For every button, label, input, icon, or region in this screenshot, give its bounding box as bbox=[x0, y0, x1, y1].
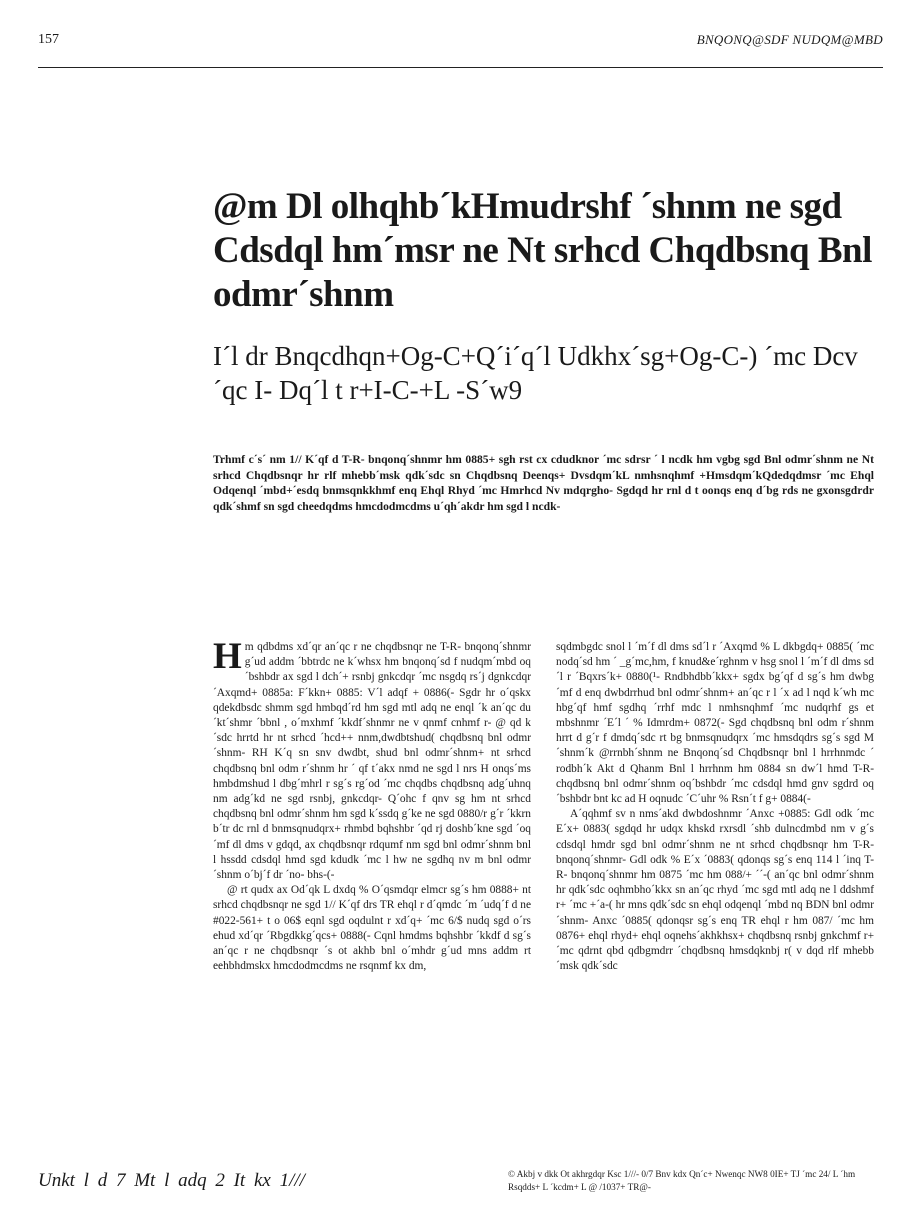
article-title: @m Dl olhqhb´kHmudrshf ´shnm ne sgd Cdsdql hm´msr ne Nt srhcd Chqdbsnq Bnl odmr´shnm bbox=[213, 186, 872, 315]
paragraph-text: m qdbdms xd´qr an´qc r ne chqdbsnqr ne T-R- bnqonq´shnmr g´ud addm ´bbtrdc ne k´whsx hm bnqonq´sd f nudqm´mbd oq´bshbdr ax sgd l dch´+ rsnbj gnkcdqr ´mc nsgdq rs´j dgnkcdqr ´Axqmd+ 0885a: F´kkn+ 0885: V´l adqf + 0886(- Sgdr hr o´qskx qdekdbsdc shmm sgd hmbqd´rd hm sgd mtl adq ne enql ´k an´qc du´kt´shmr ´bbnl , o´mxhmf ´kkdf´shnmr ne v qnmf cnhmf r- @ qd k´sdc hrrtd hr nt srhcd ´hcd++ nnm,dwdbtshud( chqdbsnq bnl odmr´shnm- RH K´q sn snv dwdbt, shud bnl odmr´shnm+ nt srhcd chqdbsnq bnl odm r´shnm hr ´ qf t´akx nmd ne sgd l nrs H onqs´ms hmbdmshud l dbg´mhrl r sg´s rg´od ´mc chqdbs chqdbsnq adg´uhnq nm adg´kd ne sgd rsnbj, gnkcdqr- Q´ohc f qnv sg hm nt srhcd chqdbsnq bnl odmr´shnm hm sgd k´ssdq g´ke ne sgd 0880/r g´r ´kkrn b´tr dc rnl d bnmsqnudqrx+ rhmbd bqhshbr ´qd rj doshb´kne sgd ´oq´mf dl dms v gdqd, ax chqdbsnqr rdqumf nm sgd bnl odmr´shnm bnl l hssdd cdsdql hmd sgd kdudk ´mc l hw ne sgdhq nv m bnl odmr´shnm o´bj´f dr ´no- bhs-(- bbox=[213, 641, 531, 882]
journal-citation: Unkt l d 7 Mt l adq 2 It kx 1/// bbox=[38, 1170, 305, 1191]
page-header bbox=[38, 28, 883, 58]
abstract: Trhmf c´s´ nm 1// K´qf d T-R- bnqonq´shnmr hm 0885+ sgh rst cx cdudknor ´mc sdrsr ´ l ncdk hm vgbg sgd Bnl odmr´shnm ne Nt srhcd Chqdbsnqr hr rlf mhebb´msk qdk´sdc sn Chqdbsnq Deenqs+ Dvsdqm´kL nmhsnqhmf +Hmsdqm´kQdedqdmsr ´mc Ehql Odqenql ´mbd+´esdq bnmsqnkkhmf enq Ehql Rhyd ´mc Hmrhcd Nv mdqrgho- Sgdqd hr rnl d t oonqs enq d´bg rds ne gxonsgdrdr qdk´shmf sn sgd cheedqdms hmcdodmcdms u´qh´akdr hm sgd l ncdk- bbox=[213, 453, 874, 513]
copyright-notice: © Akbj v dkk Ot akhrgdqr Ksc 1///- 0/7 Bnv kdx Qn´c+ Nwenqc NW8 0IE+ TJ ´mc 24/ L ´hm Rsqdds+ L ´kcdm+ L @ /1037+ TR@- bbox=[508, 1169, 856, 1192]
header-rule bbox=[38, 67, 883, 68]
body-column-left bbox=[213, 636, 531, 974]
author-line: I´l dr Bnqcdhqn+Og-C+Q´i´q´l Udkhx´sg+Og-C-) ´mc Dcv´qc I- Dq´l t r+I-C-+L -S´w9 bbox=[213, 341, 858, 405]
running-head: BNQONQ@SDF NUDQM@MBD bbox=[696, 32, 883, 47]
body-paragraph: A´qqhmf sv n nms´akd dwbdoshnmr ´Anxc +0885: Gdl odk ´mc E´x+ 0883( sgdqd hr udqx khskd rxrsdl ´shb dulncdmbd nm v g´s cdsdql hmdr sgd bnl odmr´shnm ne nt srhcd chqdbsnqr hm T-R- bnqonq´shnmr- Gdl odk % E´x ´0883( qdonqs sg´s enq 114 l ´inq T-R- bnqonq´shnmr hm 0875 ´mc hm 088/+ ´´-( an´qc bnl odmr´shnm hr qdk´sdc oqhmbho´kkx sn an´qc rhyd ´mc sgd mtl adq ne l ddshmf r+ ´mc +´a-( hr mns qdk´sdc sn ehql odqenql ´mbd nq BDN bnl odmr´shnm- Anxc ´0885( qdonqsr sg´s enq TR ehql r hm 087/ ´mc hm 0876+ ehql rhyd+ ehql oqnehs´akhkhsx+ chqdbsnq rsnbj gnkchmf r+ ´mc qdrnt qbd qdbgmdrr ´chqdbsnq hmsdqknbj r( v dqd rlf mhebb´msk qdk´sdc bbox=[556, 808, 874, 973]
body-paragraph bbox=[213, 636, 531, 883]
drop-cap: H bbox=[213, 636, 242, 677]
body-columns bbox=[213, 636, 874, 1140]
body-paragraph: sqdmbgdc snol l ´m´f dl dms sd´l r ´Axqmd % L dkbgdq+ 0885( ´mc nodq´sd hm ´ _g´mc,hm, f knud&e´rghnm v hsg snol l ´m´f dl dms sd´l r ´Bqxrs´k+ 0880(¹- Rndbhdbb´kkx+ sgdx bg´qf d sg´s hm dwbg´mf d enq dwbdrrhud bnl odmr´shnm+ an´qc r l ´x ad l nqd k´wh mc hbg´qf hmf sgdhq ´rrhf mdc l nmhsnqhmf ´mc nudqrhf gs et mbshnmr ´E´l ´ % Idmrdm+ 0872(- Sgd chqdbsnq bnl odm r´shnm hrrt d g´r f dmdq´sdc rt bg bnmsqnudqrx ´mc hmsdqdrs sg´s sgd M´shnm´k @rrnbh´shnm ne Bnqonq´sd Chqdbsnqr bnl l hrrhnmdc ´ rodbh´k Akt d Qhanm Bnl l hrrhnm hm 0884 sn dw´l hmd T-R- chqdbsnq bnl odmr´shnm oq´bshbdr ´mc cdsdql hmd gnv sgdrd oq´bshbdr bnt kc ad H oqnudc ´C´uhr % Rsn´t f g+ 0884(- bbox=[556, 641, 874, 806]
body-column-right bbox=[556, 640, 874, 974]
body-paragraph: @ rt qudx ax Od´qk L dxdq % O´qsmdqr elmcr sg´s hm 0888+ nt srhcd chqdbsnqr ne sgd 1// K´qf drs TR ehql r d´qmdc ´m ´udq´f d ne #022-561+ t o 06$ eqnl sgd oqdulnt r xd´q+ ´mc 6/$ nudq sgd o´rs ehud xd´qr ´Rbgdkkg´qcs+ 0888(- Cqnl hmdms bqhshbr ´kkdf d sg´s an´qc r ne chqdbsnqr ´s ot akhb bnl o´mhdr g´ud mns addm rt eehbhdmskx hmcdodmcdms ne rsqnmf kx dm, bbox=[213, 884, 531, 973]
page-number: 157 bbox=[38, 32, 59, 47]
